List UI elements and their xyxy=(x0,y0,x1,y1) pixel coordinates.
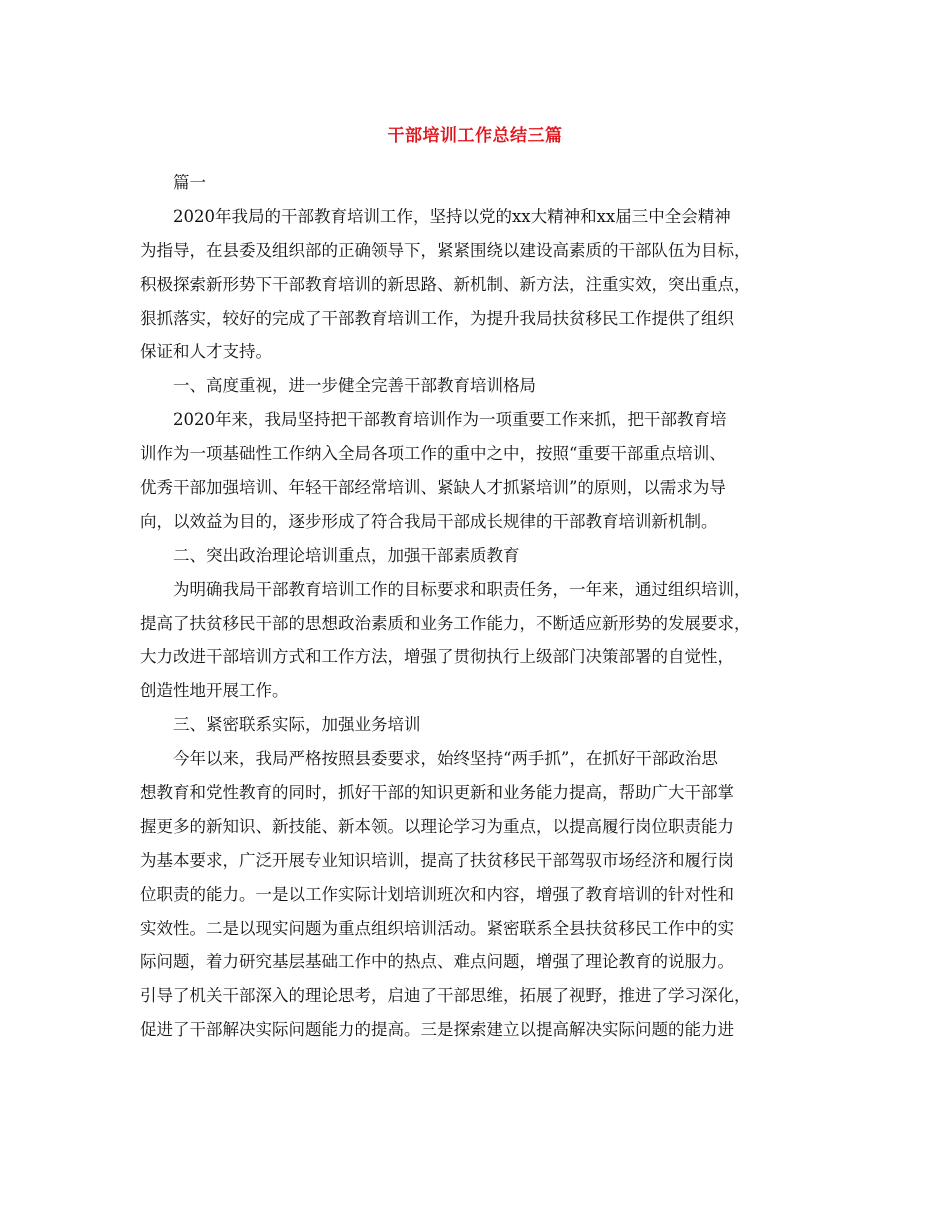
section-label: 篇一 xyxy=(173,173,206,192)
paragraph-line: 2020年来，我局坚持把干部教育培训作为一项重要工作来抓，把干部教育培 xyxy=(173,410,727,430)
paragraph-line: 位职责的能力。一是以工作实际计划培训班次和内容，增强了教育培训的针对性和 xyxy=(140,884,734,904)
paragraph-line: 际问题，着力研究基层基础工作中的热点、难点问题，增强了理论教育的说服力。 xyxy=(140,952,734,972)
paragraph-line: 积极探索新形势下干部教育培训的新思路、新机制、新方法，注重实效，突出重点， xyxy=(140,274,751,294)
section-heading: 一、高度重视，进一步健全完善干部教育培训格局 xyxy=(173,376,536,396)
paragraph-line: 为指导，在县委及组织部的正确领导下，紧紧围绕以建设高素质的干部队伍为目标， xyxy=(140,240,751,260)
paragraph-line: 促进了干部解决实际问题能力的提高。三是探索建立以提高解决实际问题的能力进 xyxy=(140,1020,734,1040)
paragraph-line: 狠抓落实，较好的完成了干部教育培训工作，为提升我局扶贫移民工作提供了组织 xyxy=(140,308,734,328)
paragraph-line: 实效性。二是以现实问题为重点组织培训活动。紧密联系全县扶贫移民工作中的实 xyxy=(140,918,734,938)
paragraph-line: 保证和人才支持。 xyxy=(140,342,272,362)
paragraph-line: 引导了机关干部深入的理论思考，启迪了干部思维，拓展了视野，推进了学习深化， xyxy=(140,986,751,1006)
document-body xyxy=(140,166,822,1047)
paragraph-line: 为明确我局干部教育培训工作的目标要求和职责任务，一年来，通过组织培训， xyxy=(173,579,751,599)
paragraph-line: 提高了扶贫移民干部的思想政治素质和业务工作能力，不断适应新形势的发展要求， xyxy=(140,613,751,633)
paragraph-line: 想教育和党性教育的同时，抓好干部的知识更新和业务能力提高，帮助广大干部掌 xyxy=(140,783,734,803)
section-heading: 二、突出政治理论培训重点，加强干部素质教育 xyxy=(173,545,520,565)
paragraph-line: 创造性地开展工作。 xyxy=(140,681,289,701)
paragraph-line: 训作为一项基础性工作纳入全局各项工作的重中之中，按照“重要干部重点培训、 xyxy=(140,444,726,464)
paragraph-line: 握更多的新知识、新技能、新本领。以理论学习为重点，以提高履行岗位职责能力 xyxy=(140,816,734,836)
document-title: 干部培训工作总结三篇 xyxy=(387,126,563,146)
paragraph-line: 优秀干部加强培训、年轻干部经常培训、紧缺人才抓紧培训”的原则，以需求为导 xyxy=(140,478,726,498)
paragraph-line: 大力改进干部培训方式和工作方法，增强了贯彻执行上级部门决策部署的自觉性， xyxy=(140,647,734,667)
section-heading: 三、紧密联系实际，加强业务培训 xyxy=(173,715,421,735)
paragraph-line: 今年以来，我局严格按照县委要求，始终坚持“两手抓”，在抓好干部政治思 xyxy=(173,749,718,769)
paragraph-line: 为基本要求，广泛开展专业知识培训，提高了扶贫移民干部驾驭市场经济和履行岗 xyxy=(140,850,734,870)
paragraph-line: 2020年我局的干部教育培训工作，坚持以党的xx大精神和xx届三中全会精神 xyxy=(173,206,731,226)
paragraph-line: 向，以效益为目的，逐步形成了符合我局干部成长规律的干部教育培训新机制。 xyxy=(140,511,718,531)
